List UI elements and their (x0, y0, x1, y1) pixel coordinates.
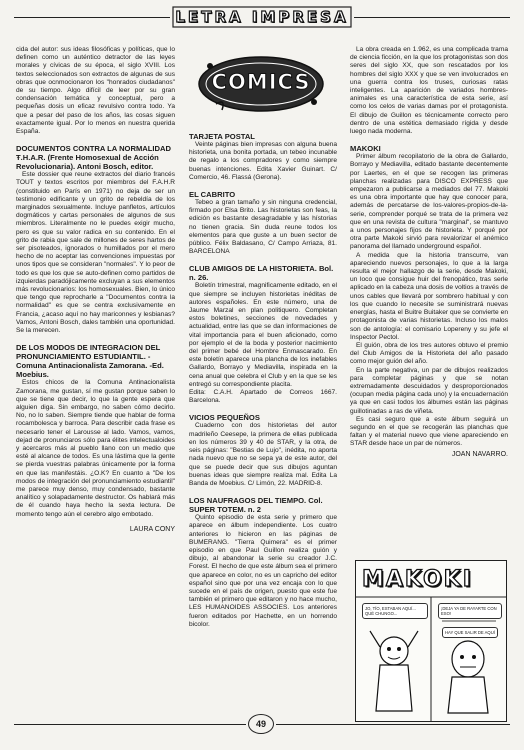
review-body-tarjeta: Veinte páginas bien impresas con alguna buena historieta, una bonita portada, un tebeo incunable de regalo a los compradores y como siempre buenas intenciones. Edita Xavier Guinart. C/ Comercio, 46. Flassá (Gerona). (189, 141, 337, 181)
header-rule-right (354, 17, 510, 18)
review-title-documentos: DOCUMENTOS CONTRA LA NORMALIDAD Ŧ.H.A.R. (Frente Homosexual de Acción Revolucionaria). Antoni Bosch, editor. (16, 144, 171, 172)
review-body-club: Boletín trimestral, magnificamente editado, en el que siempre se incluyen historietas inéditas de autores españoles. En este número, una de Jaume Marzal en plan politiquero. Completan estos boletines, secciones de novedades y actualidad, entre las que se dan informaciones de vital importancia para el buen aficionado, como por ejemplo el de la boda y posterior nacimiento del primer bebé del Hombre Enmascarado. En este boletín aparece una plancha de los inefables Gallardo, Borrayo y Mediavilla, inspirada en la cena anual que celebra el Club y en la que se les entregó su correspondiente placita. (189, 282, 337, 388)
speech-bubble-1: JO, TÍO, ESTABAN AQUÍ... QUÉ CHUNGO... (362, 603, 428, 619)
review-title-tarjeta: TARJETA POSTAL (189, 132, 255, 141)
review-title-modos: DE LOS MODOS DE INTEGRACION DEL PRONUNCIAMIENTO ESTUDIANTIL. -Comuna Antinacionalista Zamorana. -Ed. Moebius. (16, 343, 164, 380)
review-body-naufragos: Quinto episodio de esta serie y primero que aparece en álbum independiente. Los cuatro anteriores lo hicieron en las páginas de BUMERANG. "Tierra Quimera" es el primer episodio en que Paul Guillon realiza guión y dibujo, al abandonar la serie su creador J.C. Forest. El hecho de que este álbum sea el primero que aparece en color, no es un capricho del editor español sino que por una vez encaja con lo que sucede en el país de origen, puesto que este fue también el primero que editaron y no hace mucho, LES HUMANOIDES ASSOCIES. Los anteriores fueron editados por Hachette, en un horrendo bicolor. (189, 514, 337, 628)
section-banner (172, 6, 352, 28)
comic-title: MAKOKI (362, 567, 473, 592)
speech-bubble-2: ¡DEJA YA DE RAYARTE CON ESO! (438, 603, 502, 619)
review-contact-club: Edita: C.A.H. Apartado de Correos 1667. Barcelona. (189, 389, 337, 405)
logo-text: COMICS (211, 70, 311, 94)
review-title-club: CLUB AMIGOS DE LA HISTORIETA. Bol. n. 26. (189, 264, 334, 283)
intro-paragraph-right: La obra creada en 1.962, es una complicada trama de ciencia ficción, en la que los protagonistas son dos seres del siglo XX, que son rescatados por los hombres del siglo XXX y que se ven involucrados en una guerra contra los truses, curiosas ratas inteligentes. La aparición de variados hombres-animales es una característica de esta serie, así como los celos de varias damas por el protagonista. El dibujo de Guillon es técnicamente correcto pero dentro de una estética demasiado rígida y desde luego nada moderna. (350, 46, 508, 136)
review-body-modos: Estos chicos de la Comuna Antinacionalista Zamorana, me gustan, sí me gustan porque saben lo que se tiene que decir, lo que la gente espera que alguien diga. Sin embargo, no saben cómo decirlo. No, no lo saben. Siempre tiende que hablar de forma rocambolesca y barroca. Para describir cada frase es necesario tener el Larousse al lado. Vamos, vamos, dejad de pronunciaros sólo para élites intelectualoides y acercaros más al pueblo llano con un medio que esté al alcance de todos. Es una lástima que la gente se pierda vuestras palabras únicamente por la forma en que las manifestáis. ¿O.K? En cuanto a "De los modos de integración del pronunciamiento estudiantil" me parece muy denso, muy condensado, bastante analítico y solapadamente destructor. Os hablará más de él cuando haya hecho la sexta lectura. De momento tengo aún el cerebro algo embotado. (16, 379, 175, 518)
review-title-naufragos: LOS NAUFRAGOS DEL TIEMPO. Col. SUPER TOTEM. n. 2 (189, 496, 323, 515)
review-title-cabrito: EL CABRITO (189, 190, 236, 200)
column-right (350, 46, 508, 459)
footer-rule-right (276, 724, 510, 725)
page-number: 49 (248, 714, 274, 734)
intro-paragraph: cida del autor: sus ideas filosóficas y políticas, que lo definen como un auténtico detractor de las leyes morales y cívicas de su época, el siglo XVIII. Los textos seleccionados son extractos de algunas de sus obras que ocnmocionaron los "honrados ciudadanos" de su tiempo. Algo difícil de leer por su gran condensación temática y conceptual, pero a pequeñas dosis un eficaz revulsivo contra todo. Ya que a pesar del paso de los años, las cosas siguen exactamente igual. Por lo menos en nuestra querida España. (16, 46, 175, 136)
review-title-vicios: VICIOS PEQUEÑOS (189, 413, 260, 423)
review-body-makoki-3: El guión, obra de los tres autores obtuvo el premio del Club Amigos de la Historieta del año pasado como mejor guión del año. (350, 341, 508, 366)
makoki-comic-image (355, 560, 507, 722)
review-body-makoki-1: Primer álbum recopilatorio de la obra de Gallardo, Borrayo y Mediavilla, editado bastante decentemente por Laertes, en el que se recogen las primeras planchas realizadas para DISCO EXPRESS que empezaron a publicarse a mediados del 77. Makoki es una obra importante que hay que conocer para, además de percatarse de los-valores-propios-de-la-serie, comprender porqué se trata de la primera vez que en una revista de cultura "marginal", se mantuvo a unos personajes fijos de historieta. Y porqué por otra parte Makoki sirvió para revalorizar el anémico panorama del llamado underground español. (350, 153, 508, 251)
header-rule-left (14, 17, 170, 18)
signature-laura: LAURA CONY (129, 525, 175, 533)
review-body-makoki-5: Es casi seguro que a este álbum seguirá un segundo en el que se recogerán las planchas que faltan y el material nuevo que viene apareciendo en STAR desde hace un par de números. (350, 415, 508, 448)
speech-bubble-3: HAY QUE SALIR DE AQUÍ (442, 627, 498, 638)
column-middle (189, 132, 337, 629)
review-body-makoki-4: En la parte negativa, un par de dibujos realizados para completar páginas y que se notan extremadamente descuidados y desproporcionados (ocupan media página cada uno) y la encuadernación ya que en casi todos los álbumes están las páginas guillotinadas a ras de viñeta. (350, 366, 508, 415)
footer-rule-left (14, 724, 246, 725)
review-body-cabrito: Tebeo a gran tamaño y sin ninguna credencial, firmado por Elsa Brito. Las historietas son feas, la edición es bastante desagradable y las hístorias no tienen gracia. Sin duda reune todos los elementos para que guste a un buen sector de público. Félix Baldasano, C/ Campo Arriaza, 81. BARCELONA (189, 199, 337, 256)
review-title-makoki: MAKOKI (350, 144, 381, 154)
column-left (16, 46, 175, 534)
review-body-vicios: Cuaderno con dos historietas del autor madrileño Ceesepe, la primera de ellas publicada en los números 39 y 40 de STAR, y la otra, de seis páginas: "Bestias de Lujo", inédita, no aporta nada nuevo que no se sepa ya de este autor, del que se puede decir que sus dibujos aguntan buenas ideas que siempre realiza mal. Edita La Banda de Moebius. C/ Limón, 22. MADRID-8. (189, 422, 337, 487)
section-title: LETRA IMPRESA (175, 8, 349, 26)
review-body-documentos: Este dossier que reune extractos del diario francés TOUT y textos escritos por miembros del F.A.H.R (constituido en París en 1971) no deja de ser un testimonio edificante y un grito de rebeldía de los marginados sexualmente. Incluye panfletos, artículos dogmáticos y cartas personales de algunos de sus miembros. Literalmente no le puedes exigir mucho, pero es que su valor radica en su contenido. En el grito de rabia que sale de millones de seres hartos de ser pisoteados, ignorados o humillados por el mero hecho de no aceptar las convenciones impuestas por unos tipos que se consideran "normales". Y lo peor de todo es que los que se auto-definen como partidos de izquierdas paradójicamente excluyan a sus elementos más revolucionarios: los homosexuales. Bien, lo único que tengo que reprocharle a "Documentos contra la normalidad" es que se centra exclusivamente en Francia, ¿acaso aquí no hay mariconnes y lesbianas? Vamos, Antoni Bosch, dales también una oportunidad. Se la merecen. (16, 171, 175, 335)
signature-joan: JOAN NAVARRO. (451, 450, 508, 458)
comics-logo (196, 54, 326, 114)
review-body-makoki-2: A medida que la historia transcurre, van apareciendo nuevos personajes, lo que a la larga resulta el mejor hallazgo de la serie, desde Makoki, un loco que consigue huir del frenopático, tras serle aplicado en la cabeza una dosis de voltios a través de unos cables que llevará por sombrero habitual y con los que cuando lo necesite se suministrará nuevas energías, hasta el Buitre Buitaker que se convierte en protagonista de varias historietas. Incluso los malos son de antología: el comisario Lopereny y su jefe el Inspector Pectol. (350, 251, 508, 341)
